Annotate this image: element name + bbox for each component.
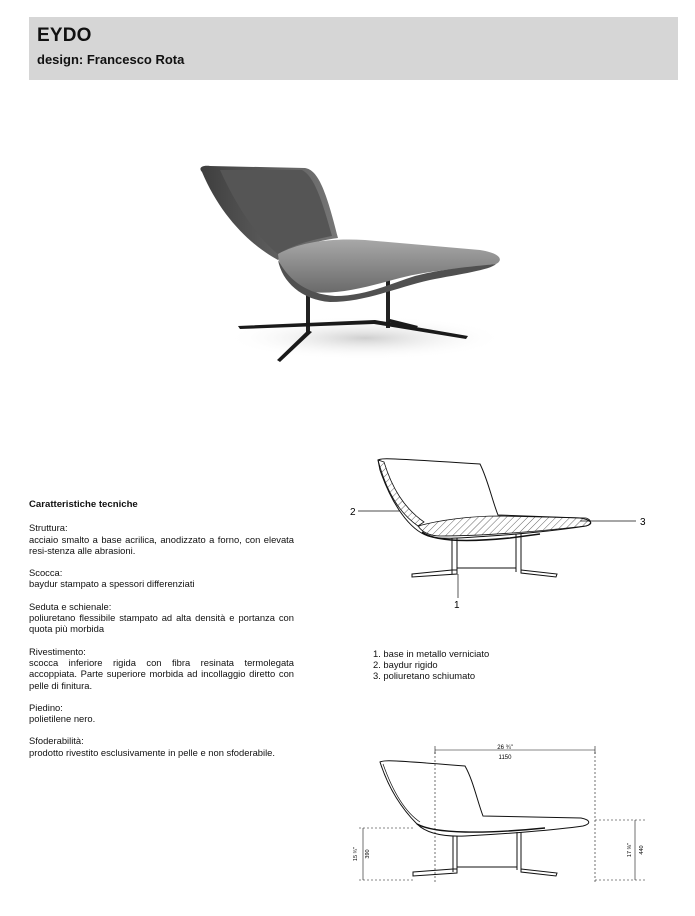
product-photo bbox=[190, 150, 520, 380]
legend-item: 1. base in metallo verniciato bbox=[373, 648, 490, 659]
spec-value: polietilene nero. bbox=[29, 713, 96, 725]
spec-item-sfoderabilita bbox=[29, 735, 294, 758]
spec-item-rivestimento bbox=[29, 646, 294, 691]
specs-heading: Caratteristiche tecniche bbox=[29, 499, 138, 510]
height-mm: 390 bbox=[365, 849, 371, 859]
spec-label: Struttura: bbox=[29, 522, 68, 534]
spec-item-piedino bbox=[29, 702, 294, 725]
seat-mm: 440 bbox=[639, 845, 645, 855]
section-diagram bbox=[340, 450, 660, 620]
technical-specs bbox=[29, 499, 294, 769]
spec-label: Sfoderabilità: bbox=[29, 735, 84, 747]
spec-label: Scocca: bbox=[29, 567, 63, 579]
diagram-legend bbox=[373, 648, 489, 681]
height-inches: 15 ¾" bbox=[353, 846, 359, 862]
spec-label: Rivestimento: bbox=[29, 645, 86, 657]
spec-item-scocca bbox=[29, 567, 294, 590]
width-inches: 26 ¾" bbox=[497, 745, 513, 751]
spec-item-struttura bbox=[29, 522, 294, 556]
spec-value: baydur stampato a spessori differenziati bbox=[29, 578, 195, 590]
width-mm: 1150 bbox=[498, 755, 512, 761]
seat-inches: 17 ⅜" bbox=[627, 842, 633, 858]
spec-value: poliuretano flessibile stampato ad alta densità e portanza con quota più morbida bbox=[29, 612, 294, 635]
callout-1: 1 bbox=[454, 600, 460, 611]
legend-item: 2. baydur rigido bbox=[373, 659, 438, 670]
spec-value: acciaio smalto a base acrilica, anodizzato a forno, con elevata resi-stenza alle abrasioni. bbox=[29, 533, 294, 556]
designer-credit: design: Francesco Rota bbox=[37, 52, 185, 67]
spec-value: scocca inferiore rigida con fibra resinata termolegata accoppiata. Parte superiore morbida ad incollaggio diretto con pelle di finitura. bbox=[29, 656, 294, 691]
callout-3: 3 bbox=[640, 517, 646, 528]
header-bar bbox=[29, 17, 678, 80]
spec-label: Seduta e schienale: bbox=[29, 600, 112, 612]
dimension-diagram bbox=[345, 740, 665, 890]
spec-value: prodotto rivestito esclusivamente in pelle e non sfoderabile. bbox=[29, 746, 275, 758]
spec-label: Piedino: bbox=[29, 701, 63, 713]
legend-item: 3. poliuretano schiumato bbox=[373, 670, 476, 681]
callout-2: 2 bbox=[350, 507, 356, 518]
product-title: EYDO bbox=[37, 25, 92, 46]
spec-item-seduta bbox=[29, 601, 294, 635]
